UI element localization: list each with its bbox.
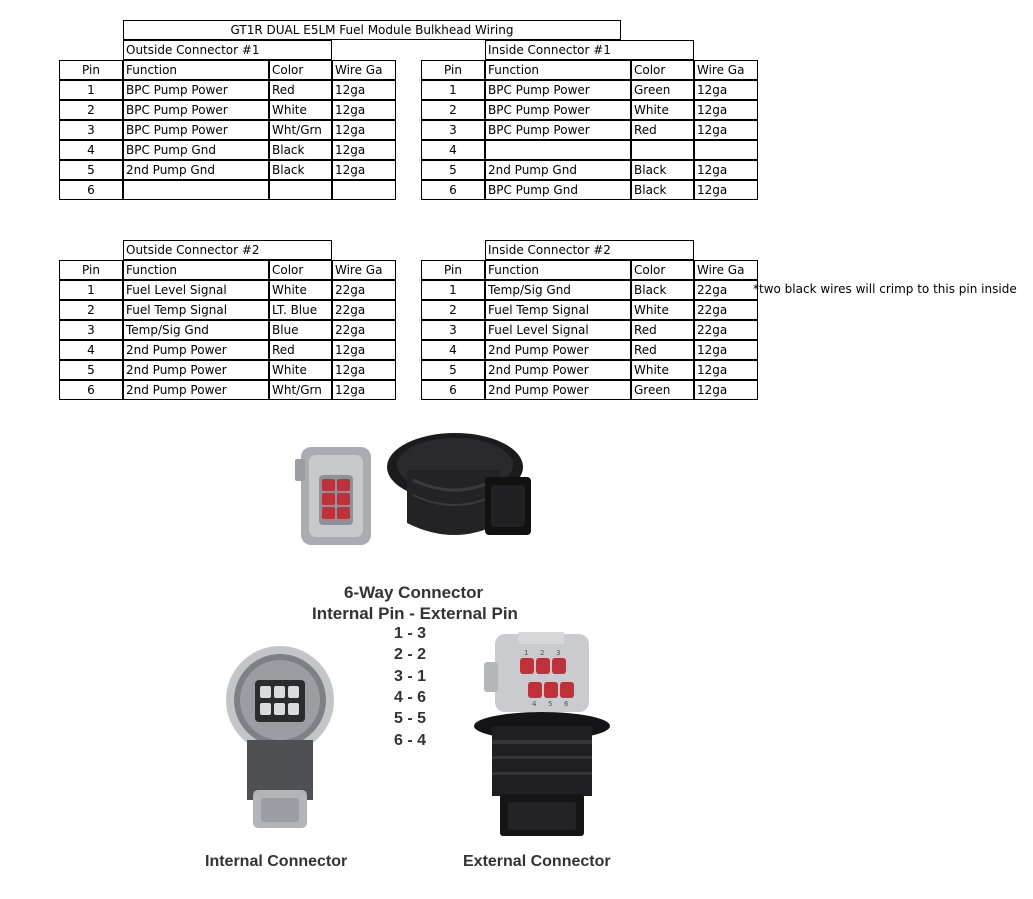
inside-pin-1-note: *two black wires will crimp to this pin inside [753,282,1017,296]
connector-label: Inside Connector #2 [485,240,694,260]
wire-ga-header: Wire Ga [332,60,396,80]
function-cell: Temp/Sig Gnd [123,320,269,340]
color-cell: Black [269,160,332,180]
wire-ga-header: Wire Ga [332,260,396,280]
pin-number-label: 6 [564,700,569,708]
function-cell: BPC Pump Power [123,80,269,100]
external-connector-photo [470,632,615,840]
color-cell: White [631,300,694,320]
function-cell: BPC Pump Power [123,120,269,140]
wire-ga-header: Wire Ga [694,260,758,280]
wire-ga-cell: 12ga [332,120,396,140]
wire-ga-cell: 12ga [694,380,758,400]
pin-header: Pin [59,60,123,80]
pin-number-label: 5 [548,700,553,708]
wire-ga-cell: 12ga [332,340,396,360]
wire-ga-cell: 12ga [332,140,396,160]
function-cell: BPC Pump Power [485,80,631,100]
function-cell: 2nd Pump Power [485,380,631,400]
color-cell: Black [631,180,694,200]
pin-cell: 2 [59,300,123,320]
pin-cell: 1 [59,280,123,300]
pin-cell: 6 [421,180,485,200]
wire-ga-cell: 22ga [694,320,758,340]
wire-ga-cell [332,180,396,200]
function-cell: 2nd Pump Power [123,360,269,380]
pin-map-entry: 4 - 6 [393,688,426,706]
pin-cell: 1 [59,80,123,100]
wire-ga-cell: 22ga [694,300,758,320]
color-cell: Red [631,120,694,140]
pin-map-entry: 1 - 3 [393,625,426,642]
wire-ga-cell: 12ga [332,380,396,400]
pin-cell: 6 [59,180,123,200]
function-header: Function [123,260,269,280]
function-cell: BPC Pump Power [485,100,631,120]
function-cell: 2nd Pump Power [485,340,631,360]
function-cell: BPC Pump Power [485,120,631,140]
connector-pair-photo [295,425,535,555]
pin-cell: 3 [59,120,123,140]
wire-ga-cell: 22ga [332,300,396,320]
color-cell: Wht/Grn [269,120,332,140]
color-cell: Green [631,80,694,100]
pin-cell: 3 [421,120,485,140]
wire-ga-cell: 22ga [332,320,396,340]
function-header: Function [123,60,269,80]
pin-map-entry: 3 - 1 [393,667,426,685]
wire-ga-cell: 12ga [694,360,758,380]
connector-label: Inside Connector #1 [485,40,694,60]
wire-ga-cell: 12ga [694,160,758,180]
function-cell: 2nd Pump Power [485,360,631,380]
pin-number-label: 3 [556,649,561,657]
color-cell: White [631,360,694,380]
color-cell: White [631,100,694,120]
color-cell: Black [631,160,694,180]
pin-cell: 1 [421,280,485,300]
wire-ga-cell [694,140,758,160]
pin-header: Pin [421,260,485,280]
pin-cell: 6 [421,380,485,400]
function-cell: Fuel Temp Signal [485,300,631,320]
wire-ga-cell: 12ga [694,120,758,140]
color-header: Color [631,60,694,80]
color-cell: White [269,360,332,380]
figure-subheading: Internal Pin - External Pin [312,604,518,623]
pin-cell: 5 [59,160,123,180]
wire-ga-cell: 22ga [332,280,396,300]
wire-ga-cell: 12ga [332,360,396,380]
function-cell: Fuel Temp Signal [123,300,269,320]
connector-label: Outside Connector #1 [123,40,332,60]
function-cell: Fuel Level Signal [123,280,269,300]
pin-cell: 3 [59,320,123,340]
pin-cell: 4 [59,340,123,360]
color-cell [631,140,694,160]
color-cell: Black [269,140,332,160]
external-connector-caption: External Connector [463,853,611,870]
pin-cell: 1 [421,80,485,100]
color-cell: LT. Blue [269,300,332,320]
color-cell: Red [631,340,694,360]
wire-ga-header: Wire Ga [694,60,758,80]
pin-number-label: 4 [532,700,537,708]
pin-cell: 4 [421,340,485,360]
pin-map-entry: 2 - 2 [393,646,426,664]
pin-number-label: 1 [524,649,529,657]
pin-cell: 5 [421,360,485,380]
function-cell: Temp/Sig Gnd [485,280,631,300]
pin-cell: 5 [59,360,123,380]
color-cell: Black [631,280,694,300]
pin-map-entry: 5 - 5 [393,710,426,728]
function-cell: BPC Pump Power [123,100,269,120]
color-header: Color [269,60,332,80]
color-cell: Blue [269,320,332,340]
pin-cell: 5 [421,160,485,180]
color-cell [269,180,332,200]
wire-ga-cell: 12ga [694,80,758,100]
color-header: Color [269,260,332,280]
wire-ga-cell: 12ga [332,160,396,180]
pin-cell: 3 [421,320,485,340]
pin-map-entry: 6 - 4 [393,731,426,749]
color-cell: Red [269,340,332,360]
wire-ga-cell: 22ga [694,280,758,300]
function-cell [485,140,631,160]
pin-cell: 2 [421,300,485,320]
wire-ga-cell: 12ga [332,100,396,120]
function-cell: 2nd Pump Gnd [485,160,631,180]
pin-cell: 4 [421,140,485,160]
function-cell: BPC Pump Gnd [485,180,631,200]
wire-ga-cell: 12ga [694,180,758,200]
figure-heading: 6-Way Connector [344,583,484,602]
connector-label: Outside Connector #2 [123,240,332,260]
function-cell: 2nd Pump Power [123,340,269,360]
function-cell: 2nd Pump Power [123,380,269,400]
pin-cell: 2 [421,100,485,120]
function-header: Function [485,60,631,80]
internal-connector-photo [225,640,335,835]
sheet-title: GT1R DUAL E5LM Fuel Module Bulkhead Wiring [123,20,621,40]
pin-cell: 4 [59,140,123,160]
color-cell: White [269,100,332,120]
pin-cell: 6 [59,380,123,400]
internal-connector-caption: Internal Connector [205,853,348,870]
pin-number-label: 2 [540,649,545,657]
function-header: Function [485,260,631,280]
pin-header: Pin [59,260,123,280]
color-cell: Red [269,80,332,100]
function-cell: 2nd Pump Gnd [123,160,269,180]
function-cell: BPC Pump Gnd [123,140,269,160]
pin-cell: 2 [59,100,123,120]
wire-ga-cell: 12ga [694,100,758,120]
pin-header: Pin [421,60,485,80]
wire-ga-cell: 12ga [694,340,758,360]
color-cell: Red [631,320,694,340]
function-cell: Fuel Level Signal [485,320,631,340]
function-cell [123,180,269,200]
color-cell: White [269,280,332,300]
color-header: Color [631,260,694,280]
color-cell: Green [631,380,694,400]
color-cell: Wht/Grn [269,380,332,400]
wire-ga-cell: 12ga [332,80,396,100]
